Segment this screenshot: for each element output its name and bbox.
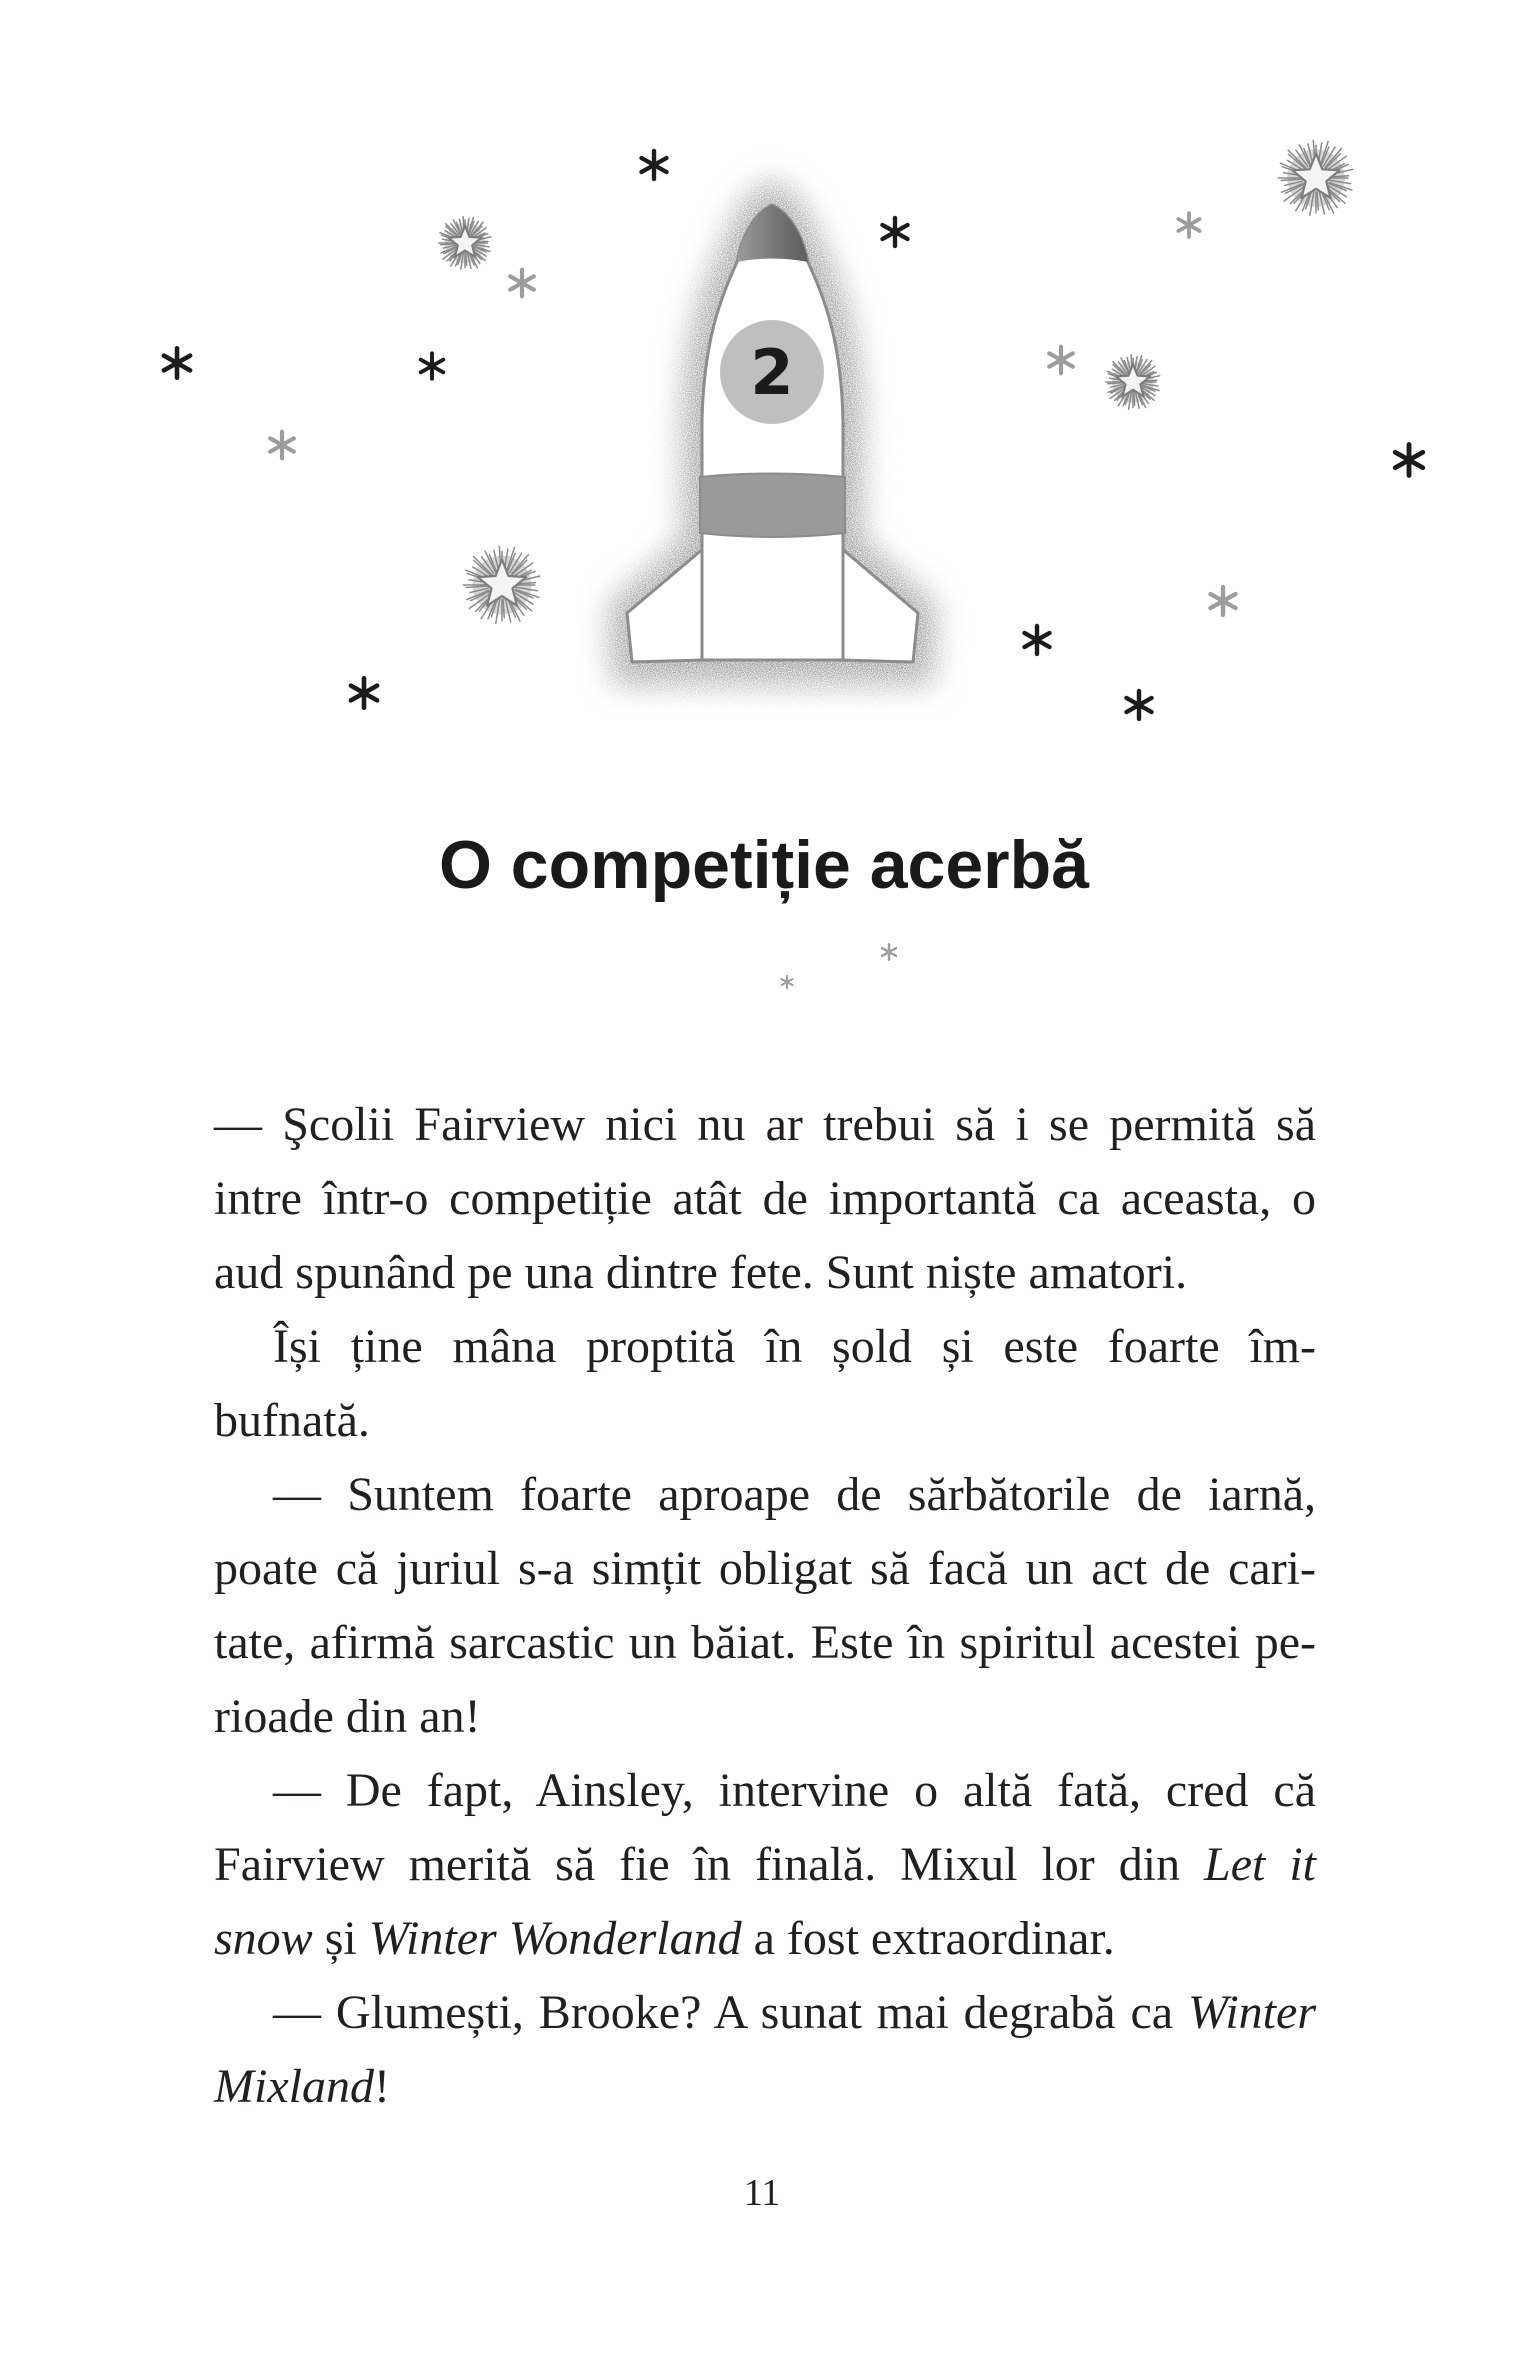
text-line: [214, 1088, 1316, 1162]
sparkle-star-icon: [439, 217, 491, 270]
text-segment: a fost extraordinar.: [741, 1912, 1115, 1965]
asterisk-icon: [781, 976, 792, 989]
italic-title-segment: Winter: [1188, 1986, 1316, 2039]
asterisk-icon: [1211, 587, 1236, 615]
asterisk-icon: [1127, 691, 1152, 719]
rocket-band: [700, 474, 845, 538]
text-line: [214, 1310, 1316, 1384]
italic-title-segment: Let it: [1204, 1838, 1316, 1891]
asterisk-icon: [421, 353, 444, 378]
asterisk-icon: [270, 432, 294, 459]
page-number: 11: [743, 2172, 781, 2214]
body-text: [214, 1088, 1316, 2124]
asterisk-icon: [883, 218, 908, 246]
text-line: [214, 1680, 1316, 1754]
text-line: [214, 1754, 1316, 1828]
asterisk-icon: [1049, 347, 1073, 374]
text-line: [214, 1828, 1316, 1902]
text-line: [214, 1532, 1316, 1606]
text-segment: Fairview merită să fie în finală. Mixul lor din: [214, 1838, 1205, 1891]
text-line: [214, 1902, 1316, 1976]
asterisk-icon: [1025, 626, 1050, 654]
text-segment: poate că juriul s-a simțit obligat să facă un act de cari-: [214, 1542, 1316, 1595]
italic-title-segment: Winter Wonderland: [368, 1912, 742, 1965]
text-segment: — Suntem foarte aproape de sărbătorile de iarnă,: [273, 1468, 1316, 1521]
asterisk-icon: [642, 151, 667, 179]
text-segment: — De fapt, Ainsley, intervine o altă fată, cred că: [273, 1764, 1316, 1817]
asterisk-icon: [1178, 213, 1199, 237]
text-line: [214, 1976, 1316, 2050]
text-line: [214, 1162, 1316, 1236]
text-segment: bufnată.: [214, 1394, 370, 1447]
text-line: [214, 1458, 1316, 1532]
text-line: [214, 1606, 1316, 1680]
text-segment: — Şcolii Fairview nici nu ar trebui să i se permită să: [214, 1098, 1316, 1151]
italic-title-segment: Mixland: [214, 2060, 374, 2113]
sparkle-star-icon: [463, 546, 540, 623]
chapter-number: 2: [750, 336, 794, 409]
text-segment: aud spunând pe una dintre fete. Sunt niște amatori.: [214, 1246, 1188, 1299]
asterisk-icon: [510, 270, 534, 297]
asterisk-icon: [882, 944, 896, 959]
asterisk-icon: [351, 678, 377, 707]
rocket-illustration: [608, 180, 937, 685]
sparkle-star-icon: [1278, 140, 1353, 215]
text-segment: rioade din an!: [214, 1690, 481, 1743]
text-segment: — Glumești, Brooke? A sunat mai degrabă ca: [273, 1986, 1188, 2039]
text-segment: !: [373, 2060, 390, 2113]
text-line: [214, 1384, 1316, 1458]
text-segment: tate, afirmă sarcastic un băiat. Este în spiritul acestei pe-: [214, 1616, 1316, 1669]
italic-title-segment: snow: [214, 1912, 313, 1965]
text-segment: Își ține mâna proptită în șold și este foarte îm-: [273, 1320, 1316, 1373]
chapter-title: O competiție acerbă: [438, 827, 1090, 903]
text-line: [214, 1236, 1316, 1310]
asterisk-icon: [1395, 445, 1423, 476]
sparkle-star-icon: [1106, 355, 1160, 409]
text-line: [214, 2050, 1316, 2124]
text-segment: și: [312, 1912, 369, 1965]
text-segment: intre într-o competiție atât de importantă ca aceasta, o: [214, 1172, 1316, 1225]
asterisk-icon: [164, 348, 190, 377]
